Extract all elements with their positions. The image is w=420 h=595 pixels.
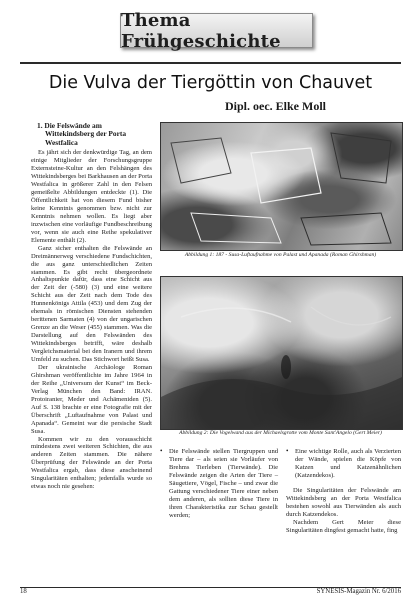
paragraph-4: Kommen wir zu den vorausschicht mindestens zwei weiteren Schichten, die aus anderen Zeiten stammen. Die nähere Überprüfung der Felswände an der Porta Westfalica ergab, dass diese anscheinend Singularitäten enthalten; jedenfalls wurde so etwas noch nie gesehen: — [31, 435, 152, 491]
section-title: Thema Frühgeschichte — [121, 9, 281, 52]
figure-caption-2: Abbildung 2: Die Vogelwand aus der Michaelsgrotte vom Monte Sant'Angelo (Gert Meier) — [179, 430, 382, 436]
paragraph-3: Der ukrainische Archäologe Roman Ghirshman veröffentlichte im Jahre 1964 in der Reihe „Universum der Kunst“ im Beck-Verlag München den Band: IRAN. Protoiranier, Meder und Achämeniden (5). Auf S. 138 brachte er eine Fotografie mit der Überschrift „Luftaufnahme von Palast und Apanada“. Gemeint war die persische Stadt Susa. — [31, 363, 152, 435]
cave-texture — [161, 277, 402, 429]
left-text-column — [31, 122, 152, 584]
magazine-issue: SYNESIS-Magazin Nr. 6/2016 — [316, 588, 401, 595]
paragraph-6: Nachdem Gert Meier diese Singularitäten dingfest gemacht hatte, fing — [286, 518, 401, 534]
photo-texture — [161, 123, 402, 250]
bullet-icon: • — [286, 447, 289, 455]
right-text-column — [286, 448, 401, 535]
section-banner — [120, 9, 313, 52]
article-headline: Die Vulva der Tiergöttin von Chauvet — [48, 73, 373, 93]
section-heading: 1. Die Felswände am Wittekindsberg der Porta Westfalica — [37, 122, 127, 147]
article-author: Dipl. oec. Elke Moll — [225, 99, 326, 113]
list-item: • Eine wichtige Rolle, auch als Verzierten der Wände, spielen die Köpfe von Katzen und Katzenähnlichen (Katzendekos). — [286, 447, 401, 479]
page-number: 18 — [20, 588, 27, 595]
paragraph-2: Ganz sicher enthalten die Felswände an Dreimännerweg verschiedene Fundschichten, die aus ganz unterschiedlichen Zeiten stammen. Es gibt recht übergeordnete Anhaltspunkte dafür, dass eine Schicht aus der Zeit der (-580) (3) und eine weitere Schicht aus der Zeit nach dem Tode des Hunnenkönigs Attila (453) und dem Zug der ehemals in römischen Diensten stehenden berittenen Sarmaten (4) von der ungarischen Grenze an die Weser (455) stammen. Was die Darstellung auf den Felswänden des Wittekindsberges betrifft, wäre deshalb Vergleichsmaterial bei den Iranern und ihrem Umfeld zu suchen. Das Stichwort heißt Susa. — [31, 244, 152, 363]
bullet-icon: • — [160, 447, 163, 455]
cave-wall-photo — [160, 276, 403, 430]
figure-caption-1: Abbildung 1: 187 - Susa-Luftaufnahme von Palast und Apanada (Roman Ghirshman) — [184, 252, 377, 258]
susa-aerial-photo — [160, 122, 403, 251]
top-rule — [20, 62, 401, 64]
middle-text-column — [160, 448, 278, 520]
paragraph-5: Die Singularitäten der Felswände am Wittekindsberg an der Porta Westfalica bestehen sowohl aus Tierwänden als auch durch Katzendekos. — [286, 486, 401, 518]
list-item: • Die Felswände stellen Tiergruppen und Tiere dar – als seien sie Vorläufer von Brehms Tierleben (Tierwände). Die Felswände zeigen die Arten der Tiere – Säugetiere, Vögel, Fische – und zwar die Gattung verschiedener Tiere einer neben dem anderen, als sollten diese Tiere in ihren Charakteristika zur Schau gestellt werden; — [160, 447, 278, 519]
paragraph-1: Es jährt sich der denkwürdige Tag, an dem einige Mitglieder der Forschungsgruppe Externsteine-Kultur an den Felshängen des Wittekindsberges bei Barkhausen an der Porta Westfalica in größerer Zahl in den Felsen gemeißelte Abbildungen entdeckte (1). Die Öffentlichkeit hat von diesem Fund bisher keine Kenntnis genommen bzw. nicht zur Kenntnis nehmen wollen. Es liegt aber inzwischen eine vorläufige Fundbeschreibung vor, wenn sie auch eine Reihe spekulativer Elemente enthält (2). — [31, 149, 152, 244]
